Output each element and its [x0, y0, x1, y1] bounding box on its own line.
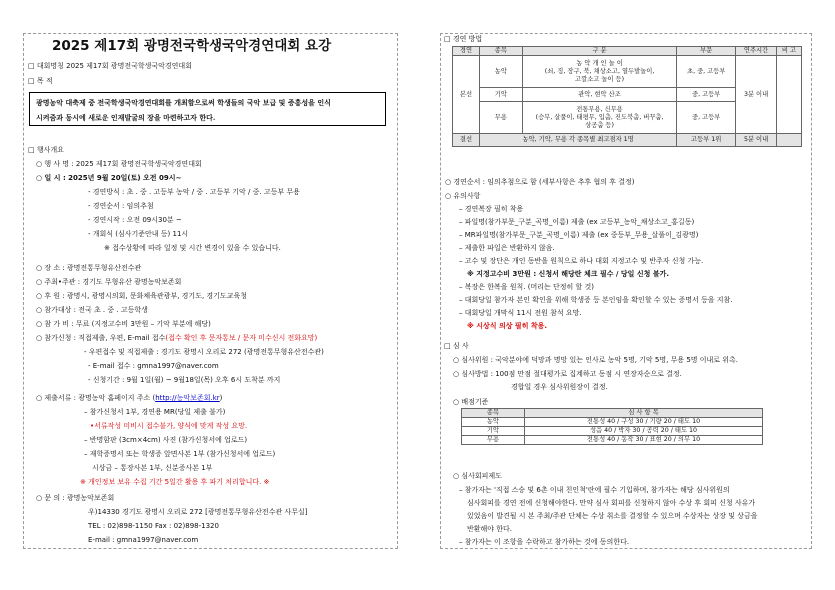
judge-heading: □ 심 사	[444, 342, 469, 350]
detail-line: 농 악 개 인 놀 이	[576, 59, 623, 67]
score-items: 전통성 40 / 동작 30 / 표현 20 / 의무 10	[525, 436, 763, 445]
right-page	[440, 33, 812, 549]
score-type: 무용	[462, 436, 525, 445]
table-header: 경연	[453, 47, 480, 56]
table-row	[462, 418, 763, 427]
judge-panel: ○ 심사위원 : 국악분야에 덕망과 명망 있는 인사로 농악 5명, 기악 5명, 무용 5명 이내로 위촉.	[453, 356, 739, 364]
table-header: 비 고	[777, 47, 802, 56]
final-division: 고등부 1위	[677, 134, 736, 147]
item-apply-note: (접수 확인 후 문자통보 / 문자 미수신시 전화요망)	[165, 334, 318, 342]
main-round: 본선	[453, 56, 480, 134]
event-name: □ 대회명칭 2025 제17회 광명전국학생국악경연대회	[28, 62, 192, 70]
score-heading: ○ 배점기준	[453, 398, 489, 406]
note-order: ○ 경연순서 : 임의추첨으로 함 (세부사항은 추후 협의 후 결정)	[445, 178, 635, 186]
item-start: - 경연시작 : 오전 09시30분 ~	[88, 216, 182, 224]
purpose-line: 시켜줌과 동시에 새로운 인재발굴의 장을 마련하고자 한다.	[36, 113, 216, 122]
avoid-line: 심사회피를 경연 전에 신청해야한다. 만약 심사 회피를 신청하지 않아 수상 후 회피 신청 사유가	[467, 499, 756, 507]
note-caution: ○ 유의사항	[445, 192, 481, 200]
avoid-consent: – 참가자는 이 조항을 수락하고 참가하는 것에 동의한다.	[459, 538, 630, 546]
table-header: 부문	[677, 47, 736, 56]
avoid-line: 있었음이 발견될 시 본 주최/주관 단체는 수상 취소를 결정할 수 있으며 수상자는 상장 및 상금을	[467, 512, 758, 520]
detail-line: (승무, 살풀이, 태평무, 입춤, 진도북춤, 버꾸춤,	[535, 113, 664, 121]
detail-line: 고깔소고 놀이 등)	[575, 75, 625, 83]
note-costume: ※ 시상식 의상 필히 착용.	[467, 322, 548, 330]
table-row	[462, 427, 763, 436]
item-period: - 신청기간 : 9월 1일(월) ~ 9월18일(목) 오후 6시 도착분 까지	[88, 376, 281, 384]
table-header: 종목	[462, 409, 525, 418]
division-cell: 초, 중, 고등부	[677, 56, 736, 88]
purpose-box	[29, 92, 386, 126]
note-cell	[777, 56, 802, 134]
score-table	[461, 408, 763, 445]
doc-warning: •서류작성 미비시 접수불가, 양식에 맞게 작성 요망.	[90, 422, 248, 430]
avoid-heading: ○ 심사회피제도	[453, 472, 502, 480]
judge-tie: 경합일 경우 심사위원장이 결정.	[511, 383, 608, 391]
avoid-line: 반환해야 한다.	[467, 525, 513, 533]
overview-heading: □ 행사개요	[28, 146, 64, 154]
note-line: – MR파일명(참가부문_구분_곡명_이름) 제출 (ex 중등부_무용_살풀이_김광명)	[459, 231, 699, 239]
table-row	[453, 56, 802, 88]
detail-line: (쇠, 징, 장구, 북, 채상소고, 열두발놀이,	[544, 67, 655, 75]
privacy-note: ※ 개인정보 보유 수집 기간 5일간 활용 후 파기 처리합니다. ※	[80, 478, 270, 486]
final-note	[777, 134, 802, 147]
time-cell: 3분 이내	[736, 56, 777, 134]
type-cell: 무용	[479, 102, 522, 134]
detail-line: 상공춤 등)	[585, 121, 614, 129]
table-header: 종목	[479, 47, 522, 56]
item-apply	[36, 334, 317, 343]
detail-cell: 관악, 현악 산조	[522, 88, 676, 102]
type-cell: 농악	[479, 56, 522, 88]
doc-prize: 시상금 – 통장사본 1부, 신분증사본 1부	[92, 464, 213, 472]
item-host: ○ 주최•주관 : 경기도 무형유산 광명농악보존회	[36, 278, 182, 286]
contact-email: E-mail : gmna1997@naver.com	[88, 536, 199, 544]
item-sponsor: ○ 후 원 : 광명시, 광명시의회, 문화체육관광부, 경기도, 경기도교육청	[36, 292, 247, 300]
item-documents-text: ○ 제출서류 : 광명농악 홈페이지 주소 (	[36, 394, 156, 402]
item-contact: ○ 문 의 : 광명농악보존회	[36, 494, 115, 502]
item-event: ○ 행 사 명 : 2025 제17회 광명전국학생국악경연대회	[36, 160, 202, 168]
item-order: - 경연순서 : 임의추첨	[88, 202, 154, 210]
judge-method: ○ 심사방법 : 100점 만점 절대평가로 집계하고 동점 시 연장자순으로 결정.	[453, 370, 682, 378]
note-line: – 경연복장 필히 착용	[459, 205, 524, 213]
table-header: 구 분	[522, 47, 676, 56]
item-email: - E-mail 접수 : gmna1997@naver.com	[88, 362, 219, 370]
item-documents	[36, 394, 222, 403]
item-change-note: ※ 접수상황에 따라 일정 및 시간 변경이 있을 수 있습니다.	[104, 244, 281, 252]
contact-address: 우)14330 경기도 광명시 오리로 272 [광명전통무형유산전수관 사무실]	[88, 508, 308, 516]
type-cell: 기악	[479, 88, 522, 102]
note-line: – 고수 및 장단은 개인 동반을 원칙으로 하나 대회 지정고수 및 반주자 신청 가능.	[459, 257, 704, 265]
item-method: - 경연방식 : 초 . 중 . 고등부 농악 / 중 . 고등부 기악 / 중. 고등부 무용	[88, 188, 300, 196]
note-line: – 대회당일 개막식 11시 전원 참석 요망.	[459, 309, 582, 317]
detail-cell	[522, 102, 676, 134]
detail-line: 전통무용, 신무용	[576, 105, 623, 113]
item-target: ○ 참가대상 : 전국 초 . 중 . 고등학생	[36, 306, 148, 314]
doc-certificate: – 재학증명서 또는 학생증 앞면사본 1부 (참가신청서에 업로드)	[84, 450, 276, 458]
table-header-row	[453, 47, 802, 56]
left-page	[23, 33, 398, 549]
table-header: 연주시간	[736, 47, 777, 56]
item-opening: - 개회식 (심사기준안내 등) 11시	[88, 230, 189, 238]
purpose-heading: □ 목 적	[28, 77, 53, 85]
score-items: 전통성 40 / 구성 30 / 기량 20 / 태도 10	[525, 418, 763, 427]
item-date: ○ 일 시 : 2025년 9월 20일(토) 오전 09시~	[36, 174, 182, 182]
note-line: – 복장은 한복을 원칙. (머리는 단정히 할 것)	[459, 283, 594, 291]
method-table	[452, 46, 802, 147]
homepage-link[interactable]: http://농악보존회.kr	[155, 394, 220, 402]
table-header-row	[462, 409, 763, 418]
item-fee: ○ 참 가 비 : 무료 (지정고수비 3만원 – 기악 부분에 해당)	[36, 320, 211, 328]
final-detail: 농악, 기악, 무용 각 종목별 최고점자 1명	[479, 134, 676, 147]
doc-application: – 참가신청서 1부, 경연용 MR(당일 제출 불가)	[84, 408, 226, 416]
item-mail-submit: - 우편접수 및 직접제출 : 경기도 광명시 오리로 272 (광명전통무형유산전수관)	[84, 348, 324, 356]
detail-cell	[522, 56, 676, 88]
score-type: 기악	[462, 427, 525, 436]
score-type: 농악	[462, 418, 525, 427]
table-header: 심 사 항 목	[525, 409, 763, 418]
table-row	[462, 436, 763, 445]
item-apply-text: ○ 참가신청 : 직접제출, 우편, E-mail 접수	[36, 334, 166, 342]
document-title: 2025 제17회 광명전국학생국악경연대회 요강	[52, 38, 332, 54]
note-line: – 파일명(참가부문_구분_곡명_이름) 제출 (ex 고등부_농악_채상소고_홍길동)	[459, 218, 695, 226]
note-fee: ※ 지정고수비 3만원 : 신청서 해당란 체크 필수 / 당일 신청 불가.	[467, 270, 670, 278]
score-items: 성음 40 / 박자 30 / 공력 20 / 태도 10	[525, 427, 763, 436]
method-heading: □ 경연 방법	[444, 35, 483, 43]
division-cell: 중, 고등부	[677, 102, 736, 134]
purpose-line: 광명농악 대축제 중 전국학생국악경연대회를 개최함으로써 학생들의 국악 보급 및 증흥성을 인식	[36, 98, 331, 107]
final-label: 결선	[453, 134, 480, 147]
contact-phone: TEL : 02)898-1150 Fax : 02)898-1320	[88, 522, 219, 530]
division-cell: 중, 고등부	[677, 88, 736, 102]
item-documents-close: )	[219, 394, 223, 402]
final-row	[453, 134, 802, 147]
note-line: – 대회당일 참가자 본인 확인을 위해 학생증 등 본인임을 확인할 수 있는 증명서 등을 지참.	[459, 296, 733, 304]
doc-photo: – 반명함판 (3cm×4cm) 사진 (참가신청서에 업로드)	[84, 436, 248, 444]
avoid-line: – 참가자는 '직접 스승 및 6촌 이내 친인척'란에 필수 기입하며, 참가자는 해당 심사위원의	[459, 486, 730, 494]
note-line: – 제출한 파일은 반환하지 않음.	[459, 244, 555, 252]
final-time: 5분 이내	[736, 134, 777, 147]
item-venue: ○ 장 소 : 광명전통무형유산전수관	[36, 264, 142, 272]
